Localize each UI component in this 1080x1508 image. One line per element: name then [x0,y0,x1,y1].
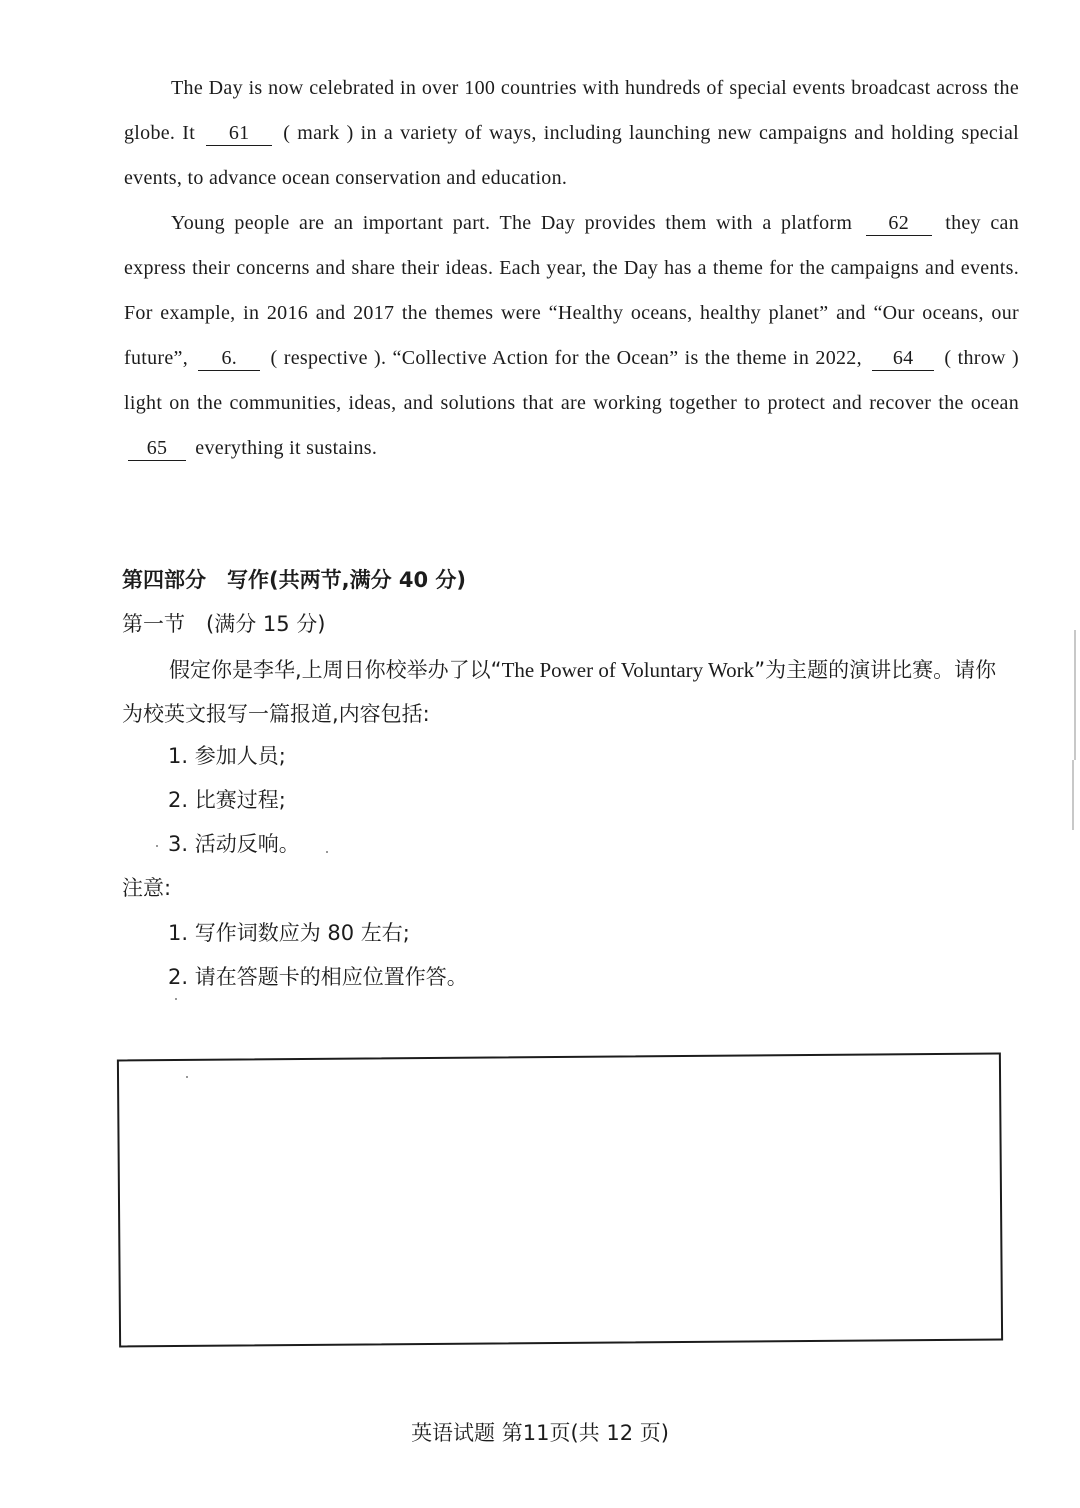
blank-64: 64 [872,346,934,371]
scan-speck [156,845,158,847]
passage-text: ( mark ) in a variety of ways, including launching new campaigns and holding special events, to advance ocean conservation and education. [124,122,1019,189]
prompt-text: 假定你是李华,上周日你校举办了以“ [169,658,502,682]
content-item: 2. 比赛过程; [168,788,286,812]
scan-edge-line [1072,760,1074,830]
passage-paragraph-2 [124,201,1019,471]
passage-text: they can express their concerns and share their ideas. Each year, the Day has a theme for the campaigns and events. For example, in 2016 and 2017 the themes were “Healthy oceans, healthy planet” and “Our oceans, our future”, [124,212,1019,369]
notes-label: 注意: [122,876,172,900]
content-item: 3. 活动反响。 [168,832,300,856]
writing-prompt [122,648,1017,736]
note-item: 2. 请在答题卡的相应位置作答。 [168,965,468,989]
prompt-text: ”为主题的演讲比赛。请你为校英文报写一篇报道,内容包括: [122,658,997,726]
passage-text: Young people are an important part. The Day provides them with a platform [171,212,862,234]
blank-61: 61 [206,121,272,146]
answer-box[interactable] [117,1053,1003,1348]
passage-text: ( respective ). “Collective Action for the Ocean” is the theme in 2022, [264,347,869,369]
note-item: 1. 写作词数应为 80 左右; [168,921,410,945]
scan-speck [326,851,328,853]
prompt-theme: The Power of Voluntary Work [501,658,755,682]
page-footer: 英语试题 第11页(共 12 页) [411,1421,669,1445]
scan-edge-line [1074,630,1076,760]
scan-speck [186,1076,188,1078]
content-item: 1. 参加人员; [168,744,286,768]
blank-62: 62 [866,211,932,236]
blank-65: 65 [128,436,186,461]
subsection-title: 第一节 (满分 15 分) [122,612,326,636]
scan-speck [175,998,177,1000]
blank-63: 6. [198,346,260,371]
passage-text: The Day is now celebrated in over 100 countries with hundreds of special events broadcast across the globe. It [124,77,1019,144]
passage-text: ( throw ) light on the communities, ideas, and solutions that are working together to protect and recover the ocean [124,347,1019,414]
passage-paragraph-1 [124,66,1019,201]
section-title: 第四部分 写作(共两节,满分 40 分) [122,568,467,592]
passage-text: everything it sustains. [190,437,378,459]
